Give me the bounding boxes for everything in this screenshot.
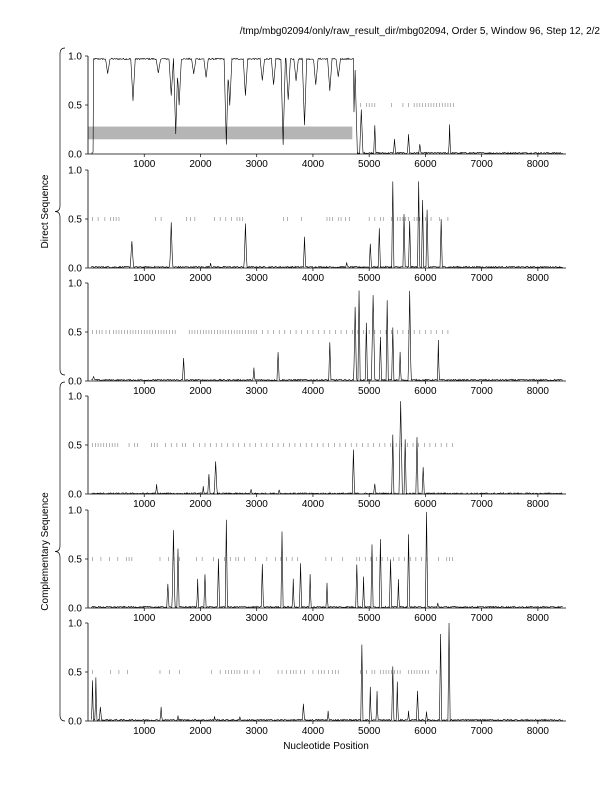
panel-4: [68, 392, 566, 511]
x-tick-label: 8000: [526, 159, 550, 170]
y-tick-label: 0.0: [68, 376, 82, 388]
series-line: [91, 623, 562, 721]
x-tick-label: 7000: [470, 726, 493, 737]
x-tick-label: 4000: [301, 499, 325, 510]
x-tick-label: 5000: [358, 273, 381, 284]
tick-marks: [92, 217, 447, 221]
y-tick-label: 1.0: [68, 278, 82, 290]
x-tick-label: 6000: [414, 726, 437, 737]
y-tick-label: 0.5: [68, 440, 82, 452]
x-tick-label: 3000: [245, 726, 268, 737]
x-tick-label: 7000: [470, 499, 493, 510]
x-tick-label: 7000: [470, 273, 493, 284]
x-tick-label: 8000: [526, 386, 550, 397]
x-tick-label: 2000: [189, 499, 212, 510]
panel-1: [68, 52, 566, 171]
panel-2: [68, 166, 566, 285]
x-tick-label: 2000: [189, 613, 212, 624]
x-tick-label: 1000: [133, 386, 156, 397]
x-tick-label: 4000: [301, 159, 325, 170]
x-tick-label: 7000: [470, 613, 493, 624]
x-tick-label: 8000: [526, 273, 550, 284]
x-tick-label: 8000: [526, 613, 550, 624]
tick-marks: [92, 443, 452, 447]
x-tick-label: 1000: [133, 613, 156, 624]
series-line: [91, 291, 562, 381]
x-tick-label: 8000: [526, 726, 550, 737]
y-tick-label: 0.0: [68, 489, 82, 501]
group-brace: [55, 48, 65, 375]
y-tick-label: 0.0: [68, 149, 82, 161]
y-tick-label: 1.0: [68, 51, 82, 63]
y-tick-label: 0.0: [68, 263, 82, 275]
y-tick-label: 0.5: [68, 667, 82, 679]
x-tick-label: 6000: [414, 386, 437, 397]
tick-marks: [361, 103, 454, 107]
x-tick-label: 3000: [245, 386, 268, 397]
x-tick-label: 4000: [301, 386, 325, 397]
x-tick-label: 2000: [189, 159, 212, 170]
x-tick-label: 2000: [189, 726, 212, 737]
y-tick-label: 1.0: [68, 505, 82, 517]
tick-marks: [92, 557, 452, 561]
panel-6: [68, 619, 566, 738]
series-line: [91, 512, 562, 608]
group-label: Complementary Sequence: [40, 492, 51, 611]
x-tick-label: 4000: [301, 613, 325, 624]
panel-3: [68, 279, 566, 398]
x-tick-label: 6000: [414, 499, 437, 510]
x-tick-label: 7000: [470, 159, 493, 170]
x-tick-label: 1000: [133, 726, 156, 737]
x-tick-label: 2000: [189, 273, 212, 284]
x-tick-label: 3000: [245, 159, 268, 170]
x-tick-label: 5000: [358, 499, 381, 510]
y-tick-label: 0.5: [68, 554, 82, 566]
x-tick-label: 4000: [301, 726, 325, 737]
y-tick-label: 0.5: [68, 100, 82, 112]
x-tick-label: 5000: [358, 613, 381, 624]
y-tick-label: 0.0: [68, 716, 82, 728]
y-tick-label: 0.5: [68, 327, 82, 339]
x-tick-label: 6000: [414, 159, 437, 170]
figure-header: /tmp/mbg02094/only/raw_result_dir/mbg02094, Order 5, Window 96, Step 12, 2/2: [239, 26, 600, 37]
series-line: [91, 58, 562, 154]
x-tick-label: 6000: [414, 273, 437, 284]
x-tick-label: 1000: [133, 499, 156, 510]
x-tick-label: 6000: [414, 613, 437, 624]
y-tick-label: 0.5: [68, 214, 82, 226]
y-tick-label: 0.0: [68, 603, 82, 615]
x-tick-label: 3000: [245, 273, 268, 284]
x-tick-label: 2000: [189, 386, 212, 397]
group-label: Direct Sequence: [40, 174, 51, 249]
x-tick-label: 5000: [358, 159, 381, 170]
x-tick-label: 4000: [301, 273, 325, 284]
x-tick-label: 7000: [470, 386, 493, 397]
y-tick-label: 1.0: [68, 618, 82, 630]
x-axis-label: Nucleotide Position: [283, 741, 369, 752]
x-tick-label: 5000: [358, 726, 381, 737]
group-braces-layer: [40, 48, 65, 721]
x-tick-label: 1000: [133, 159, 156, 170]
group-2: [40, 382, 65, 721]
highlight-band: [88, 127, 352, 140]
panels-layer: [68, 52, 566, 738]
panel-5: [68, 506, 566, 625]
x-tick-label: 5000: [358, 386, 381, 397]
x-tick-label: 8000: [526, 499, 550, 510]
group-brace: [55, 382, 65, 721]
x-tick-label: 3000: [245, 499, 268, 510]
x-tick-label: 1000: [133, 273, 156, 284]
group-1: [40, 48, 65, 375]
y-tick-label: 1.0: [68, 391, 82, 403]
series-line: [91, 181, 562, 267]
tick-marks: [92, 330, 447, 334]
tick-marks: [92, 670, 436, 674]
x-tick-label: 3000: [245, 613, 268, 624]
y-tick-label: 1.0: [68, 165, 82, 177]
series-line: [91, 401, 562, 494]
